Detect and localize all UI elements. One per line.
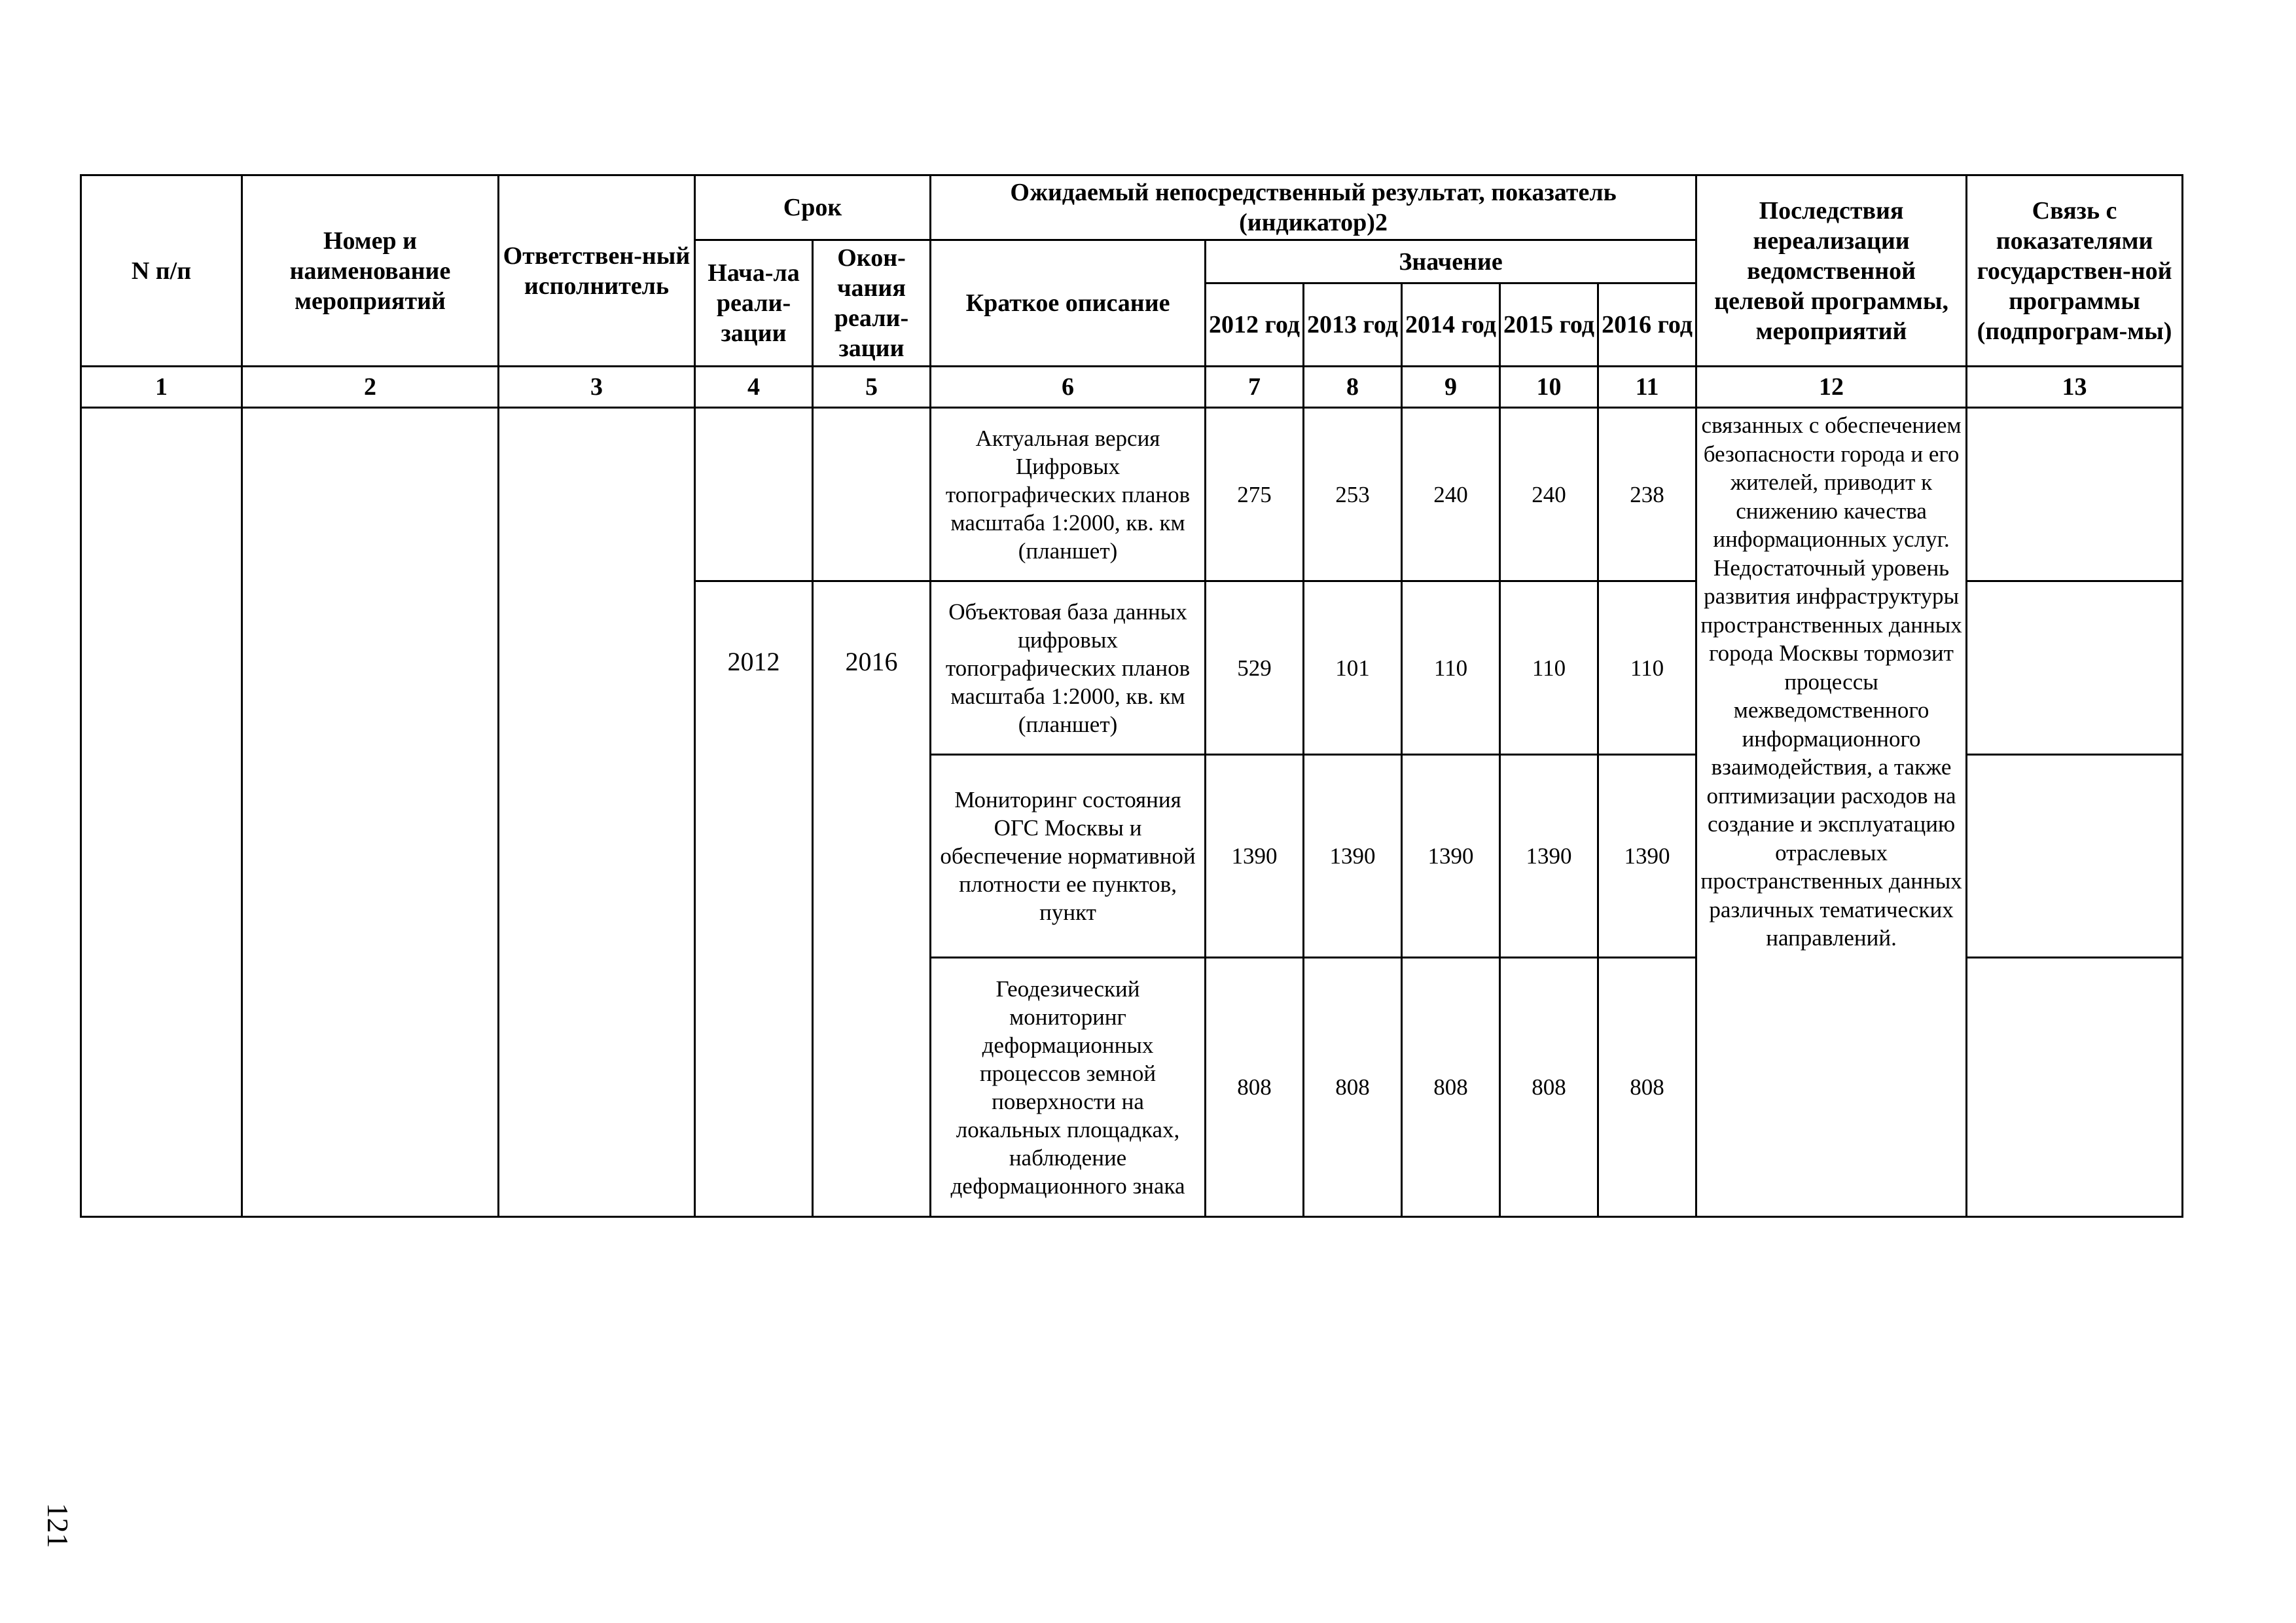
column-number: 10 [1500, 367, 1598, 408]
row-value: 1390 [1206, 755, 1304, 958]
column-number: 12 [1696, 367, 1967, 408]
row-value: 1390 [1598, 755, 1696, 958]
header-end: Окон-чания реали-зации [813, 240, 931, 367]
column-number: 9 [1402, 367, 1500, 408]
column-number: 13 [1967, 367, 2183, 408]
table-row [81, 408, 2183, 581]
row-value: 808 [1206, 958, 1304, 1217]
cell-link [1967, 408, 2183, 581]
end-year: 2016 [813, 581, 931, 1217]
header-year: 2012 год [1206, 283, 1304, 367]
cell-link [1967, 958, 2183, 1217]
activities-table [80, 174, 2183, 1218]
header-year: 2016 год [1598, 283, 1696, 367]
start-year: 2012 [695, 581, 813, 1217]
header-consequences: Последствия нереализации ведомственной целевой программы, мероприятий [1696, 175, 1967, 367]
row-description: Объектовая база данных цифровых топографических планов масштаба 1:2000, кв. км (планшет) [931, 581, 1206, 755]
header-value: Значение [1206, 240, 1696, 283]
row-value: 1390 [1402, 755, 1500, 958]
cell-responsible [499, 408, 695, 1217]
header-result: Ожидаемый непосредственный результат, показатель (индикатор)2 [931, 175, 1696, 240]
column-number: 3 [499, 367, 695, 408]
row-value: 808 [1402, 958, 1500, 1217]
row-value: 1390 [1304, 755, 1402, 958]
column-number: 2 [242, 367, 499, 408]
row-value: 529 [1206, 581, 1304, 755]
row-value: 1390 [1500, 755, 1598, 958]
row-description: Геодезический мониторинг деформационных процессов земной поверхности на локальных площадках, наблюдение деформационного знака [931, 958, 1206, 1217]
cell-n [81, 408, 242, 1217]
column-number: 5 [813, 367, 931, 408]
row-value: 275 [1206, 408, 1304, 581]
header-term: Срок [695, 175, 931, 240]
page-number: 121 [41, 1503, 75, 1548]
row-value: 808 [1304, 958, 1402, 1217]
column-number: 1 [81, 367, 242, 408]
column-number: 6 [931, 367, 1206, 408]
row-value: 110 [1500, 581, 1598, 755]
row-value: 240 [1402, 408, 1500, 581]
header-activity-name: Номер и наименование мероприятий [242, 175, 499, 367]
column-number: 8 [1304, 367, 1402, 408]
row-description: Мониторинг состояния ОГС Москвы и обеспечение нормативной плотности ее пунктов, пункт [931, 755, 1206, 958]
cell-start [695, 408, 813, 581]
row-description: Актуальная версия Цифровых топографических планов масштаба 1:2000, кв. км (планшет) [931, 408, 1206, 581]
row-value: 238 [1598, 408, 1696, 581]
row-value: 240 [1500, 408, 1598, 581]
row-value: 101 [1304, 581, 1402, 755]
header-link: Связь с показателями государствен-ной программы (подпрограм-мы) [1967, 175, 2183, 367]
consequences-text: связанных с обеспечением безопасности города и его жителей, приводит к снижению качества информационных услуг. Недостаточный уровень развития инфраструктуры пространственных данных города Москвы тормозит процессы межведомственного информационного взаимодействия, а также оптимизации расходов на создание и эксплуатацию отраслевых пространственных данных различных тематических направлений. [1696, 408, 1967, 1217]
row-value: 808 [1500, 958, 1598, 1217]
row-value: 110 [1402, 581, 1500, 755]
column-number: 11 [1598, 367, 1696, 408]
header-year: 2015 год [1500, 283, 1598, 367]
cell-activity-name [242, 408, 499, 1217]
row-value: 253 [1304, 408, 1402, 581]
header-n: N п/п [81, 175, 242, 367]
row-value: 110 [1598, 581, 1696, 755]
header-year: 2013 год [1304, 283, 1402, 367]
column-number: 7 [1206, 367, 1304, 408]
cell-link [1967, 755, 2183, 958]
header-year: 2014 год [1402, 283, 1500, 367]
column-number: 4 [695, 367, 813, 408]
cell-link [1967, 581, 2183, 755]
header-short-desc: Краткое описание [931, 240, 1206, 367]
header-start: Нача-ла реали-зации [695, 240, 813, 367]
row-value: 808 [1598, 958, 1696, 1217]
cell-end [813, 408, 931, 581]
header-responsible: Ответствен-ный исполнитель [499, 175, 695, 367]
